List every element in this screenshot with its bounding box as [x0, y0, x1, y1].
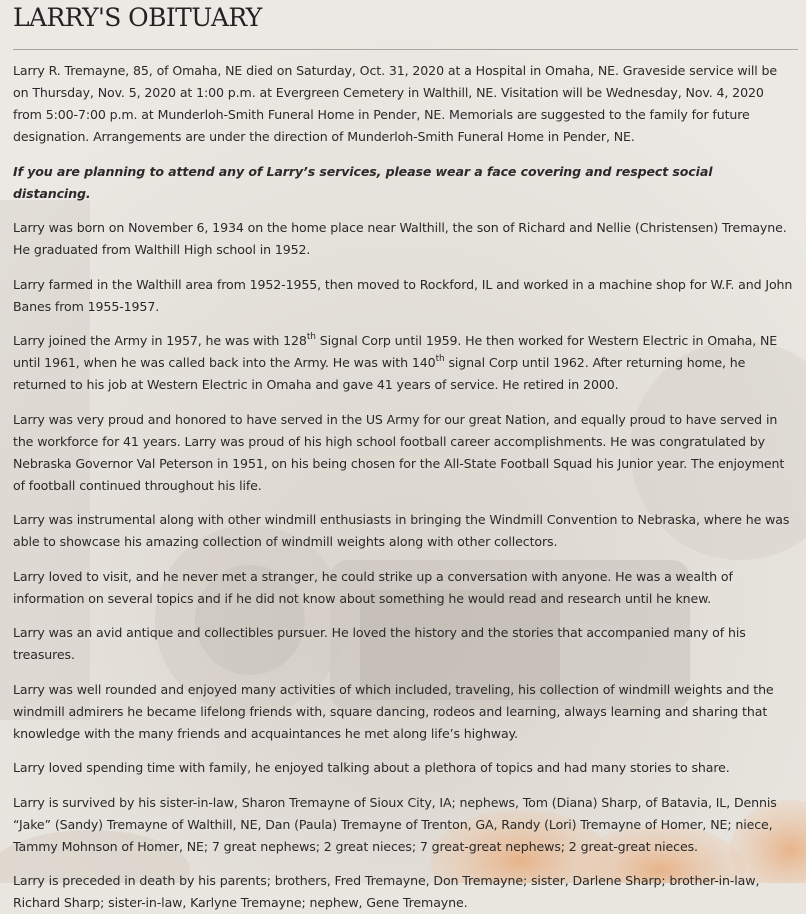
army-text-a: Larry joined the Army in 1957, he was with 128: [13, 333, 307, 348]
ordinal-suffix: th: [306, 332, 316, 342]
family-paragraph: Larry loved spending time with family, he enjoyed talking about a plethora of topics and had many stories to share.: [13, 760, 730, 775]
pride-paragraph: Larry was very proud and honored to have served in the US Army for our great Nation, and equally proud to have served in the workforce for 41 years. Larry was proud of his high school football career accomplishments. He was congratulated by Nebraska Governor Val Peterson in 1951, on his being chosen for the All-State Football Squad his Junior year. The enjoyment of football continued throughout his life.: [13, 411, 785, 493]
windmill-paragraph: Larry was instrumental along with other windmill enthusiasts in bringing the Windmill Convention to Nebraska, where he was able to showcase his amazing collection of windmill weights along with other collectors.: [13, 512, 790, 549]
army-text-c: signal Corp until 1962. After returning home, he returned to his job at Western Electric in Omaha and gave 41 years of service. He retired in 2000.: [13, 355, 746, 392]
visiting-paragraph: Larry loved to visit, and he never met a stranger, he could strike up a conversation with anyone. He was a wealth of information on several topics and if he did not know about something he would read and research until he knew.: [13, 568, 733, 606]
preceded-paragraph: Larry is preceded in death by his parents; brothers, Fred Tremayne, Don Tremayne; sister, Darlene Sharp; brother-in-law, Richard Sharp; sister-in-law, Karlyne Tremayne; nephew, Gene Tremayne.: [13, 873, 760, 910]
antiques-paragraph: Larry was an avid antique and collectibles pursuer. He loved the history and the stories that accompanied many of his treasures.: [13, 625, 746, 662]
page-title: LARRY'S OBITUARY: [13, 3, 262, 32]
survivors-paragraph: Larry is survived by his sister-in-law, Sharon Tremayne of Sioux City, IA; nephews, Tom (Diana) Sharp, of Batavia, IL, Dennis “Jake” (Sandy) Tremayne of Walthill, NE, Dan (Paula) Tremayne of Trenton, GA, Randy (Lori) Tremayne of Homer, NE; niece, Tammy Mohnson of Homer, NE; 7 great nephews; 2 great nieces; 7 great-great nephews; 2 great-great nieces.: [13, 794, 777, 854]
service-details-paragraph: Larry R. Tremayne, 85, of Omaha, NE died on Saturday, Oct. 31, 2020 at a Hospital in Omaha, NE. Graveside service will be on Thursday, Nov. 5, 2020 at 1:00 p.m. at Evergreen Cemetery in Walthill, NE. Visitation will be Wednesday, Nov. 4, 2020 from 5:00-7:00 p.m. at Munderloh-Smith Funeral Home in Pender, NE. Memorials are suggested to the family for future designation. Arrangements are under the direction of Munderloh-Smith Funeral Home in Pender, NE.: [13, 63, 778, 144]
title-divider: [13, 49, 798, 50]
farming-paragraph: Larry farmed in the Walthill area from 1952-1955, then moved to Rockford, IL and worked in a machine shop for W.F. and John Banes from 1955-1957.: [13, 276, 793, 314]
activities-paragraph: Larry was well rounded and enjoyed many activities of which included, traveling, his collection of windmill weights and the windmill admirers he became lifelong friends with, square dancing, rodeos and learning, always learning and sharing that knowledge with the many friends and acquaintances he met along life’s highway.: [13, 681, 774, 741]
birth-paragraph: Larry was born on November 6, 1934 on the home place near Walthill, the son of Richard and Nellie (Christensen) Tremayne. He graduated from Walthill High school in 1952.: [13, 220, 787, 257]
covid-notice: If you are planning to attend any of Larry’s services, please wear a face covering and respect social distancing.: [13, 163, 713, 201]
army-text-b: Signal Corp until 1959. He then worked for Western Electric in Omaha, NE until 1961, when he was called back into the Army. He was with 140: [13, 333, 778, 370]
army-paragraph: [13, 330, 793, 396]
ordinal-suffix: th: [435, 354, 445, 364]
